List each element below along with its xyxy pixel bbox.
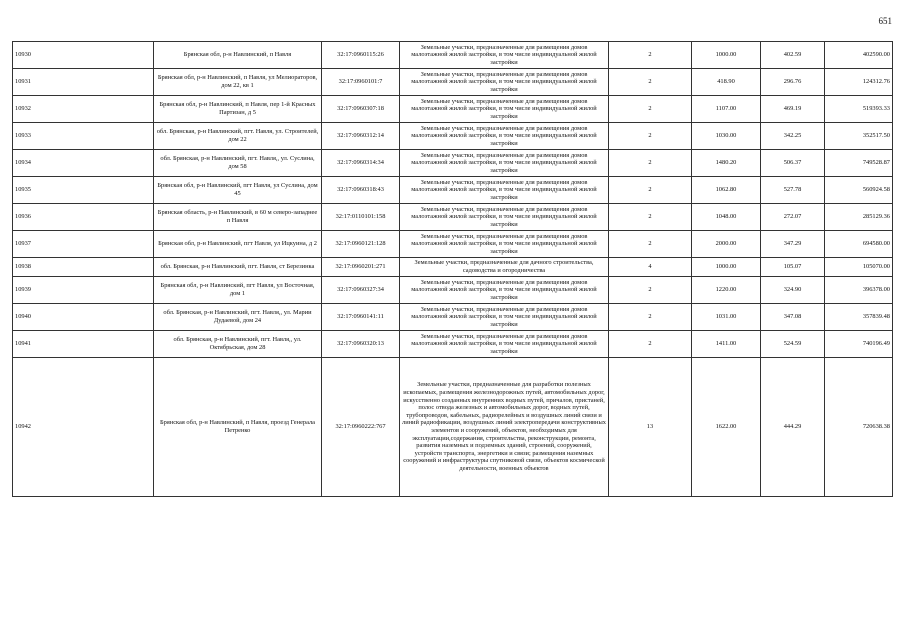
address-cell: обл. Брянская, р-н Навлинский, пгт. Навля, ст Березинка [154,258,322,277]
category-cell: 2 [609,304,692,331]
area-cell: 1220.00 [692,277,761,304]
land-use-cell: Земельные участки, предназначенные для размещения домов малоэтажной жилой застройки, в том числе индивидуальной жилой застройки [400,123,609,150]
address-cell: Брянская обл, р-н Навлинский, п Навля, проезд Генерала Петренко [154,358,322,497]
area-cell: 1048.00 [692,204,761,231]
land-use-cell: Земельные участки, предназначенные для дачного строительства, садоводства и огородничества [400,258,609,277]
value-cell: 352517.50 [825,123,893,150]
row-number: 10940 [13,304,154,331]
address-cell: обл. Брянская, р-н Навлинский, пгт. Навля,, ул. Марии Дудаевой, дом 24 [154,304,322,331]
area-cell: 1031.00 [692,304,761,331]
land-use-cell: Земельные участки, предназначенные для размещения домов малоэтажной жилой застройки, в том числе индивидуальной жилой застройки [400,96,609,123]
row-number: 10942 [13,358,154,497]
value-cell: 694580.00 [825,231,893,258]
land-use-cell: Земельные участки, предназначенные для размещения домов малоэтажной жилой застройки, в том числе индивидуальной жилой застройки [400,204,609,231]
value-cell: 740196.49 [825,331,893,358]
land-use-cell: Земельные участки, предназначенные для размещения домов малоэтажной жилой застройки, в том числе индивидуальной жилой застройки [400,69,609,96]
cadastral-number-cell: 32:17:0960307:18 [322,96,400,123]
land-use-cell: Земельные участки, предназначенные для размещения домов малоэтажной жилой застройки, в том числе индивидуальной жилой застройки [400,331,609,358]
rate-cell: 506.37 [761,150,825,177]
rate-cell: 527.78 [761,177,825,204]
table-row [13,69,893,96]
address-cell: Брянская обл, р-н Навлинский, пгт Навля, ул Суслина, дом 45 [154,177,322,204]
rate-cell: 469.19 [761,96,825,123]
address-cell: Брянская обл, р-н Навлинский, п Навля, ул Мелиораторов, дом 22, кв 1 [154,69,322,96]
category-cell: 2 [609,277,692,304]
value-cell: 720638.38 [825,358,893,497]
table-row [13,358,893,497]
address-cell: Брянская обл, р-н Навлинский, пгт Навля, ул Ицкуина, д 2 [154,231,322,258]
value-cell: 285129.36 [825,204,893,231]
address-cell: Брянская обл, р-н Навлинский, пгт Навля, ул Восточная, дом 1 [154,277,322,304]
value-cell: 124312.76 [825,69,893,96]
value-cell: 402590.00 [825,42,893,69]
address-cell: Брянская обл, р-н Навлинский, п Навля, пер 1-й Красных Партизан, д 5 [154,96,322,123]
row-number: 10935 [13,177,154,204]
area-cell: 1411.00 [692,331,761,358]
area-cell: 1622.00 [692,358,761,497]
rate-cell: 347.29 [761,231,825,258]
row-number: 10936 [13,204,154,231]
value-cell: 749528.87 [825,150,893,177]
address-cell: Брянская обл, р-н Навлинский, п Навля [154,42,322,69]
category-cell: 2 [609,204,692,231]
area-cell: 1030.00 [692,123,761,150]
land-use-cell: Земельные участки, предназначенные для размещения домов малоэтажной жилой застройки, в том числе индивидуальной жилой застройки [400,177,609,204]
cadastral-number-cell: 32:17:0960314:34 [322,150,400,177]
rate-cell: 296.76 [761,69,825,96]
land-use-cell: Земельные участки, предназначенные для размещения домов малоэтажной жилой застройки, в том числе индивидуальной жилой застройки [400,304,609,331]
table-row [13,304,893,331]
table-row [13,42,893,69]
land-use-cell: Земельные участки, предназначенные для размещения домов малоэтажной жилой застройки, в том числе индивидуальной жилой застройки [400,231,609,258]
value-cell: 105070.00 [825,258,893,277]
category-cell: 2 [609,177,692,204]
row-number: 10934 [13,150,154,177]
category-cell: 2 [609,42,692,69]
page-number: 651 [878,16,892,26]
table-row [13,204,893,231]
cadastral-number-cell: 32:17:0960101:7 [322,69,400,96]
category-cell: 2 [609,331,692,358]
table-row [13,123,893,150]
category-cell: 2 [609,123,692,150]
value-cell: 357839.48 [825,304,893,331]
row-number: 10938 [13,258,154,277]
area-cell: 1480.20 [692,150,761,177]
cadastral-number-cell: 32:17:0960320:13 [322,331,400,358]
area-cell: 2000.00 [692,231,761,258]
rate-cell: 342.25 [761,123,825,150]
area-cell: 1062.80 [692,177,761,204]
land-use-cell: Земельные участки, предназначенные для размещения домов малоэтажной жилой застройки, в том числе индивидуальной жилой застройки [400,150,609,177]
cadastral-number-cell: 32:17:0960141:11 [322,304,400,331]
rate-cell: 324.90 [761,277,825,304]
category-cell: 2 [609,69,692,96]
category-cell: 4 [609,258,692,277]
address-cell: обл. Брянская, р-н Навлинский, пгт. Навля,, ул. Октябрьская, дом 28 [154,331,322,358]
table-row [13,277,893,304]
rate-cell: 105.07 [761,258,825,277]
category-cell: 2 [609,96,692,123]
register-rows [13,42,893,497]
address-cell: обл. Брянская, р-н Навлинский, пгт. Навля, ул. Строителей, дом 22 [154,123,322,150]
cadastral-number-cell: 32:17:0960201:271 [322,258,400,277]
rate-cell: 272.07 [761,204,825,231]
land-use-cell: Земельные участки, предназначенные для разработки полезных ископаемых, размещения железнодорожных путей, автомобильных дорог, искусственно созданных внутренних водных путей, причалов, пристаней, полос отвода железных и автомобильных дорог, водных путей, трубопроводов, кабельных, радиорелейных и воздушных линий связи и линий радиофикации, воздушных линий электропередачи конструктивных элементов и сооружений, объектов, необходимых для эксплуатации,содержания, строительства, реконструкции, ремонта, развития наземных и подземных зданий, строений, сооружений, устройств транспорта, энергетики и связи; размещения наземных сооружений и инфраструктуры спутниковой связи, объектов космической деятельности, военных объектов [400,358,609,497]
category-cell: 13 [609,358,692,497]
table-row [13,177,893,204]
area-cell: 418.90 [692,69,761,96]
address-cell: Брянская область, р-н Навлинский, в 60 м северо-западнее п Навля [154,204,322,231]
value-cell: 560924.58 [825,177,893,204]
row-number: 10930 [13,42,154,69]
row-number: 10941 [13,331,154,358]
cadastral-number-cell: 32:17:0110101:158 [322,204,400,231]
cadastral-number-cell: 32:17:0960327:34 [322,277,400,304]
area-cell: 1000.00 [692,258,761,277]
row-number: 10932 [13,96,154,123]
rate-cell: 444.29 [761,358,825,497]
cadastral-number-cell: 32:17:0960115:26 [322,42,400,69]
rate-cell: 524.59 [761,331,825,358]
row-number: 10937 [13,231,154,258]
category-cell: 2 [609,231,692,258]
row-number: 10931 [13,69,154,96]
cadastral-number-cell: 32:17:0960121:128 [322,231,400,258]
value-cell: 396378.00 [825,277,893,304]
table-row [13,150,893,177]
table-row [13,231,893,258]
cadastral-number-cell: 32:17:0960312:14 [322,123,400,150]
cadastral-number-cell: 32:17:0960318:43 [322,177,400,204]
value-cell: 519393.33 [825,96,893,123]
row-number: 10939 [13,277,154,304]
table-row [13,258,893,277]
land-use-cell: Земельные участки, предназначенные для размещения домов малоэтажной жилой застройки, в том числе индивидуальной жилой застройки [400,42,609,69]
address-cell: обл. Брянская, р-н Навлинский, пгт. Навля,, ул. Суслина, дом 58 [154,150,322,177]
area-cell: 1107.00 [692,96,761,123]
category-cell: 2 [609,150,692,177]
rate-cell: 347.08 [761,304,825,331]
table-row [13,96,893,123]
rate-cell: 402.59 [761,42,825,69]
table-row [13,331,893,358]
row-number: 10933 [13,123,154,150]
area-cell: 1000.00 [692,42,761,69]
land-register-table [12,41,893,497]
land-use-cell: Земельные участки, предназначенные для размещения домов малоэтажной жилой застройки, в том числе индивидуальной жилой застройки [400,277,609,304]
cadastral-number-cell: 32:17:0960222:767 [322,358,400,497]
